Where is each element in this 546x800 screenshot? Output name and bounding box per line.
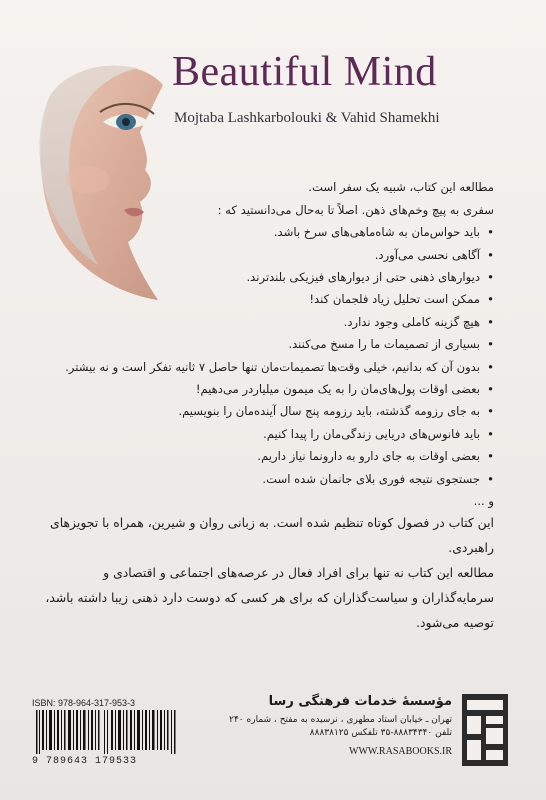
list-item: • ممکن است تحلیل زیاد فلجمان کند! [74,288,494,310]
publisher-phone: تلفن ۸۸۸۳۴۳۴۰-۳۵ تلفکس ۸۸۸۳۸۱۲۵ [309,728,452,738]
list-item: • هیچ گزینه کاملی وجود ندارد. [74,311,494,333]
publisher-address: تهران ـ خیابان استاد مطهری ، نرسیده به مفتح ، شماره ۲۴۰ [229,715,452,725]
bullet-icon: • [487,471,494,486]
list-item: • بسیاری از تصمیمات ما را مسخ می‌کنند. [74,333,494,355]
bullet-icon: • [487,314,494,329]
ellipsis-line: و ... [473,494,494,509]
bullet-icon: • [487,337,494,352]
list-item: • باید فانوس‌های دریایی زندگی‌مان را پیدا کنیم. [74,423,494,445]
publisher-website: WWW.RASABOOKS.IR [349,746,452,757]
description-paragraph: این کتاب در فصول کوتاه تنظیم شده است. به زبانی روان و شیرین، همراه با تجویزهای راهبردی. [50,515,494,555]
publisher-info [222,694,452,757]
list-item: • بعضی اوقات پول‌های‌مان را به یک میمون میلیاردر می‌دهیم! [74,378,494,400]
list-item: • بعضی اوقات به جای دارو به دارونما نیاز داریم. [74,445,494,467]
list-item: • جستجوی نتیجه فوری بلای جانمان شده است. [74,468,494,490]
description-section [44,510,494,635]
bullet-list [65,221,494,490]
bullet-icon: • [487,270,494,284]
bullet-icon: • [487,225,494,240]
intro-line: مطالعه این کتاب، شبیه یک سفر است. [308,180,494,194]
intro-line: سفری به پیچ وخم‌های ذهن. اصلاً تا به‌حال می‌دانستید که : [217,202,494,217]
isbn-label: ISBN: 978-964-317-953-3 [32,698,136,708]
book-title: Beautiful Mind [172,49,437,95]
book-authors: Mojtaba Lashkarbolouki & Vahid Shamekhi [174,110,440,126]
list-item: • دیوارهای ذهنی حتی از دیوارهای فیزیکی بلندترند. [74,266,494,288]
bullet-icon: • [487,359,494,374]
publisher-logo-icon [460,692,510,768]
bullet-icon: • [487,449,494,464]
publisher-name: مؤسسهٔ خدمات فرهنگی رسا [268,694,452,709]
list-item: • آگاهی نحسی می‌آورد. [74,244,494,266]
list-item: • بدون آن که بدانیم، خیلی وقت‌ها تصمیمات‌مان تنها حاصل ۷ ثانیه تفکر است و نه بیشتر. [74,356,494,378]
list-item: • باید حواس‌مان به شاه‌ماهی‌های سرخ باشد. [74,221,494,243]
bullet-icon: • [487,247,494,262]
bullet-icon: • [487,404,494,419]
blurb-section [65,176,494,513]
footer [32,690,510,770]
bullet-icon: • [487,292,494,307]
barcode-image [32,710,182,754]
bullet-icon: • [487,382,494,397]
bullet-icon: • [487,426,494,441]
description-paragraph: مطالعه این کتاب نه تنها برای افراد فعال در عرصه‌های اجتماعی و اقتصادی و سرمایه‌گذاران و سیاست‌گذاران که برای هر کسی که دوست دارد ذهنی زیبا داشته باشد، توصیه می‌شود. [45,565,494,630]
list-item: • به جای رزومه گذشته، باید رزومه پنج سال آینده‌مان را بنویسیم. [74,400,494,422]
barcode-number: 9 789643 179533 [32,756,138,767]
